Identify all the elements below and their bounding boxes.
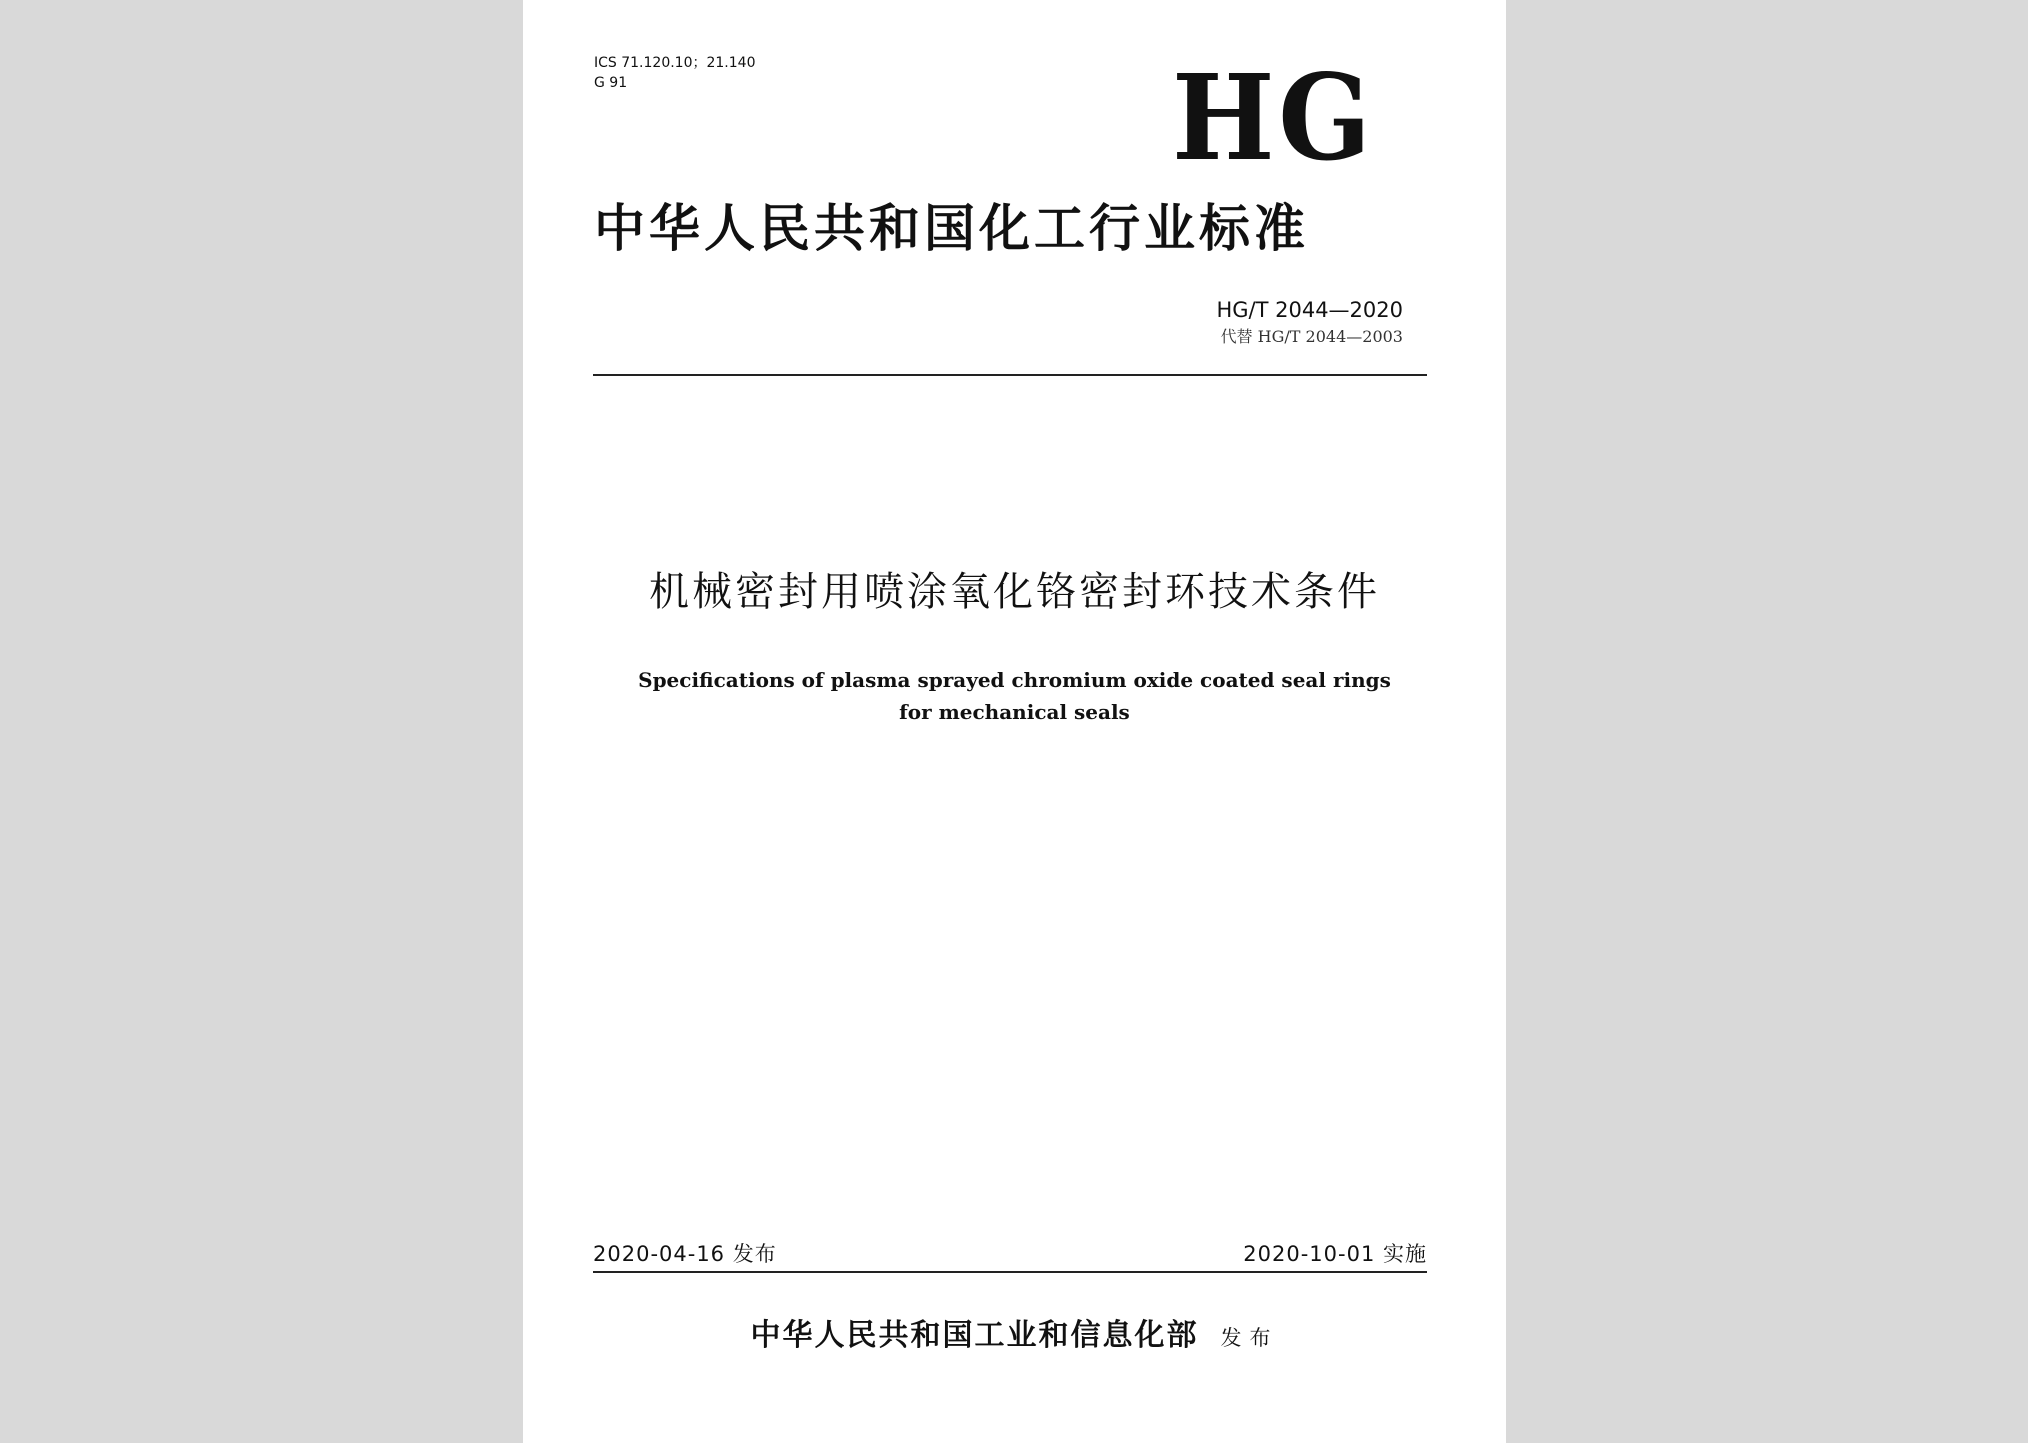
standard-number: HG/T 2044—2020 — [1216, 298, 1403, 322]
ccs-code: G 91 — [594, 75, 628, 91]
hg-logo: HG — [1172, 48, 1375, 187]
top-divider — [593, 374, 1427, 376]
classification-codes — [594, 53, 755, 93]
document-title-chinese: 机械密封用喷涂氧化铬密封环技术条件 — [649, 569, 1380, 615]
standard-category-title: 中华人民共和国化工行业标准 — [594, 200, 1310, 259]
english-title-line-2: for mechanical seals — [899, 700, 1130, 724]
standard-designation — [1216, 296, 1403, 350]
publish-action: 发布 — [1220, 1326, 1279, 1350]
date-row — [593, 1237, 1427, 1271]
document-title-english — [523, 664, 1506, 728]
issue-date: 2020-04-16 发布 — [593, 1242, 777, 1266]
publisher-line — [523, 1314, 1506, 1360]
bottom-divider — [593, 1271, 1427, 1273]
replaces-standard: 代替 HG/T 2044—2003 — [1220, 327, 1403, 346]
english-title-line-1: Specifications of plasma sprayed chromium oxide coated seal rings — [638, 668, 1391, 692]
publisher-name: 中华人民共和国工业和信息化部 — [750, 1318, 1199, 1353]
implementation-date: 2020-10-01 实施 — [1243, 1242, 1427, 1266]
ics-code: ICS 71.120.10；21.140 — [594, 55, 756, 71]
